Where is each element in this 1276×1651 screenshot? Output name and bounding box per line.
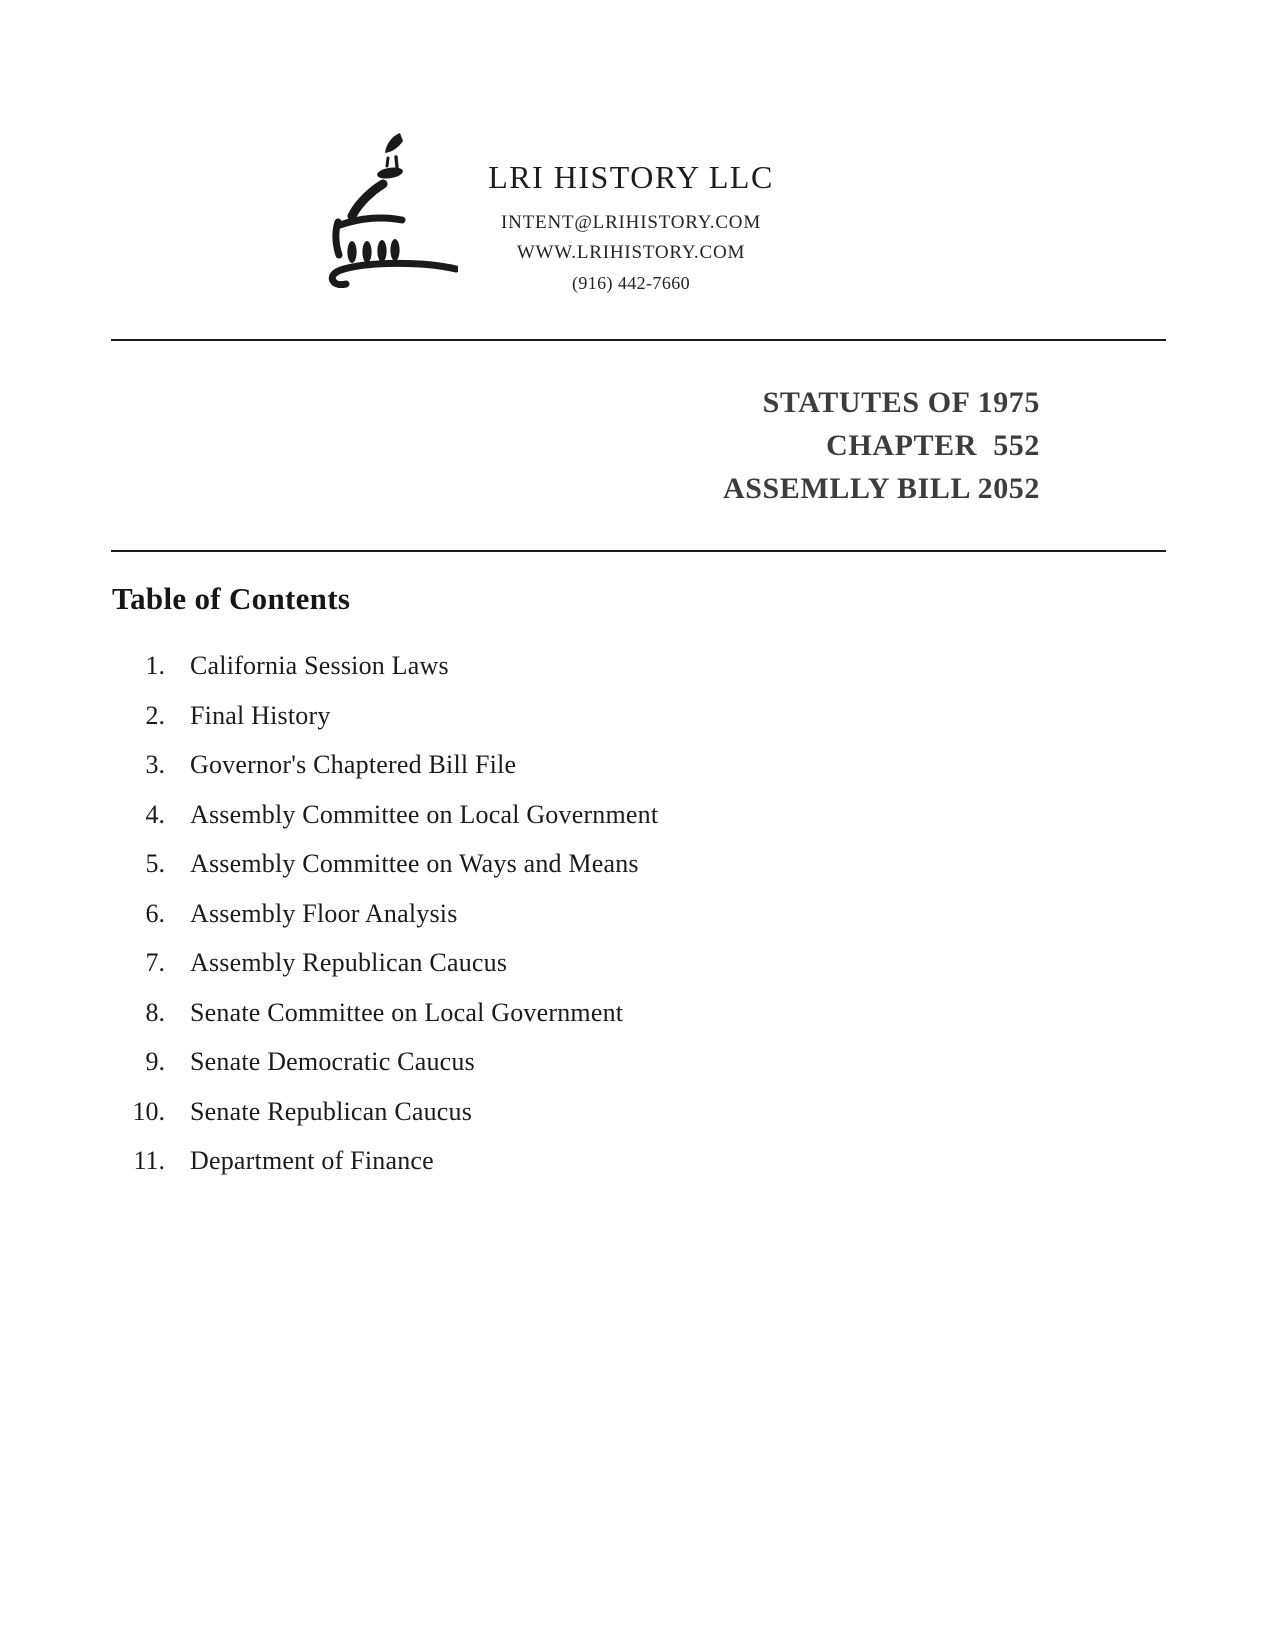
toc-item <box>0 641 1276 691</box>
toc-item-label: Assembly Committee on Ways and Means <box>190 849 639 878</box>
toc-item-label: California Session Laws <box>190 651 449 680</box>
toc-item-label: Department of Finance <box>190 1146 434 1175</box>
chapter-line: CHAPTER 552 <box>826 429 1040 462</box>
toc-item <box>0 1037 1276 1087</box>
toc-item-number: 3. <box>145 750 165 779</box>
document-title-block <box>723 381 1040 510</box>
toc-item-number: 5. <box>145 849 165 878</box>
toc-item-label: Assembly Republican Caucus <box>190 948 508 977</box>
toc-item <box>0 740 1276 790</box>
toc-item-number: 10. <box>132 1096 165 1126</box>
company-contact-block <box>431 158 831 295</box>
toc-item <box>0 839 1276 889</box>
company-name: LRI HISTORY LLC <box>488 159 774 195</box>
statutes-line: STATUTES OF 1975 <box>762 386 1040 419</box>
toc-item-label: Governor's Chaptered Bill File <box>190 750 517 779</box>
toc-item-number: 7. <box>145 948 165 977</box>
divider-top <box>111 339 1166 341</box>
company-phone: (916) 442-7660 <box>571 273 691 293</box>
toc-item-number: 6. <box>145 898 165 928</box>
toc-item-number: 11. <box>133 1146 165 1175</box>
toc-item <box>0 889 1276 939</box>
toc-item-label: Senate Democratic Caucus <box>190 1047 475 1076</box>
toc-item-label: Senate Committee on Local Government <box>190 997 624 1027</box>
toc-heading: Table of Contents <box>112 581 351 616</box>
toc-item-number: 2. <box>145 700 165 730</box>
toc-item-number: 4. <box>145 799 165 829</box>
toc-item <box>0 790 1276 840</box>
toc-item-label: Assembly Committee on Local Government <box>190 799 659 829</box>
toc-item <box>0 938 1276 988</box>
toc-item-label: Final History <box>190 700 331 730</box>
toc-item <box>0 988 1276 1038</box>
toc-item-number: 9. <box>145 1047 165 1076</box>
toc-item-label: Senate Republican Caucus <box>190 1096 473 1126</box>
divider-bottom <box>111 550 1166 552</box>
toc-item <box>0 691 1276 741</box>
assembly-bill-line: ASSEMLLY BILL 2052 <box>722 472 1040 505</box>
company-email: INTENT@LRIHISTORY.COM <box>500 212 762 233</box>
company-website: WWW.LRIHISTORY.COM <box>516 242 746 263</box>
toc-list <box>0 641 1276 1186</box>
toc-item <box>0 1087 1276 1137</box>
toc-item <box>0 1136 1276 1186</box>
toc-item-number: 1. <box>145 651 165 680</box>
toc-item-number: 8. <box>145 997 165 1027</box>
toc-item-label: Assembly Floor Analysis <box>190 898 458 928</box>
